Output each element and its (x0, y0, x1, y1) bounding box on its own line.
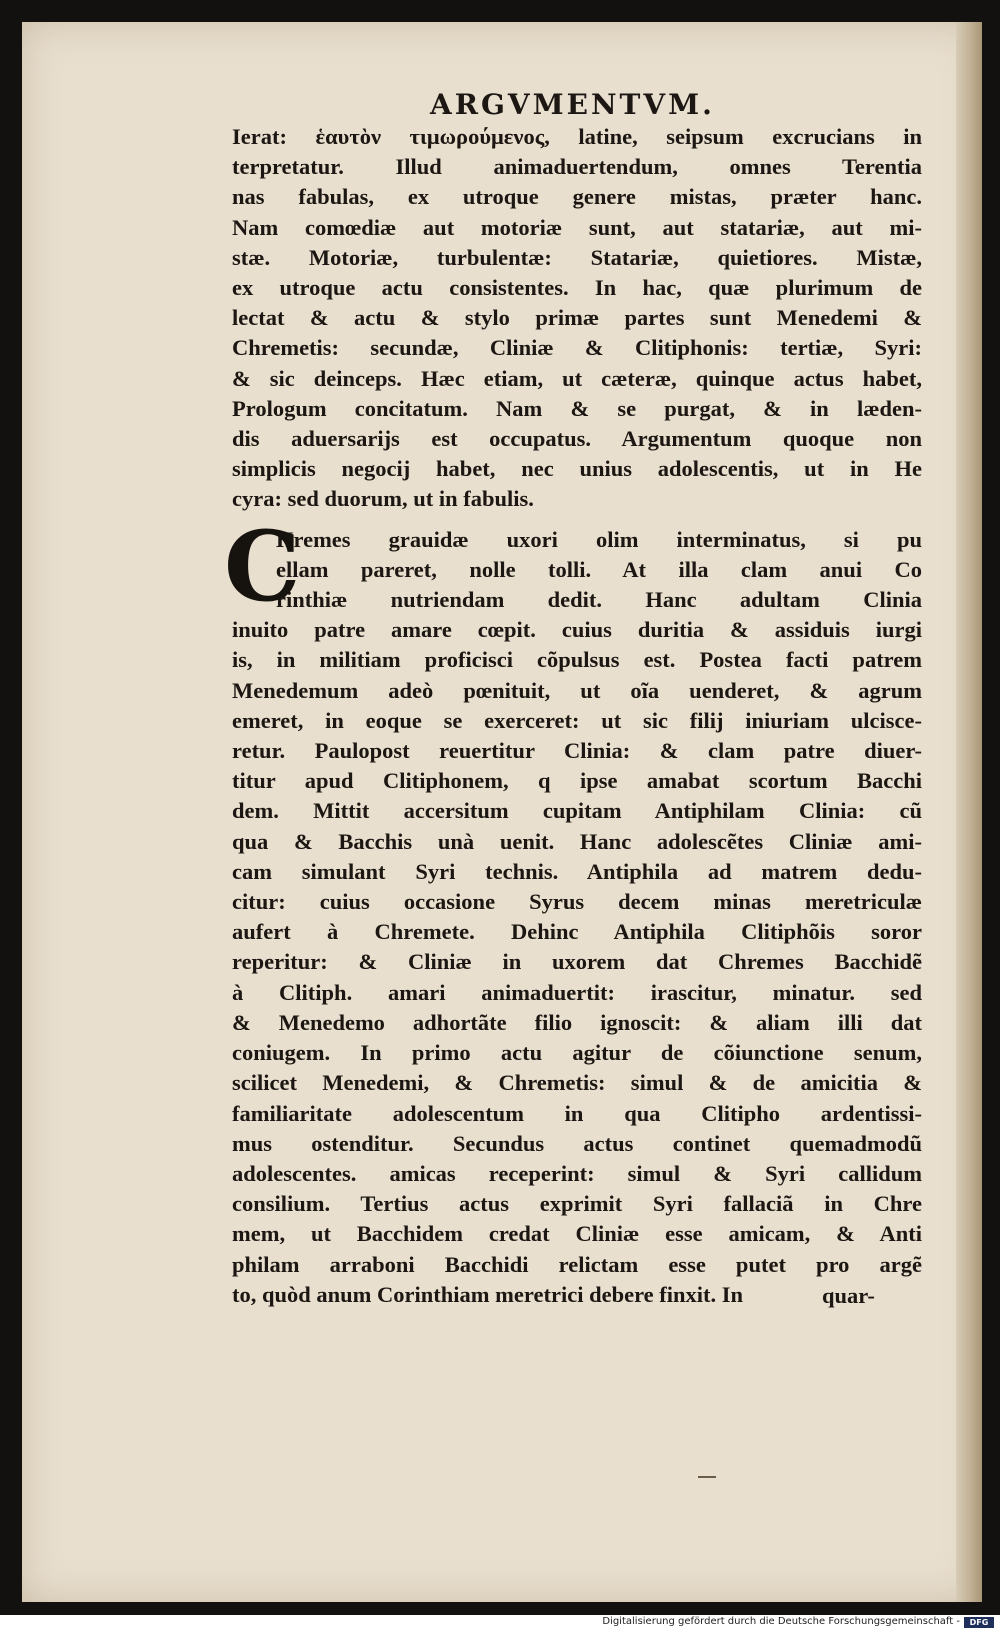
catchword: quar- (822, 1283, 875, 1308)
footer-text: Digitalisierung gefördert durch die Deutsche Forschungsgemeinschaft - (602, 1616, 960, 1627)
text-line: nas fabulas, ex utroque genere mistas, præter hanc. (232, 184, 922, 210)
text-line: emeret, in eoque se exerceret: ut sic filij iniuriam ulcisce- (232, 707, 922, 733)
text-line: philam arraboni Bacchidi relictam esse putet pro argẽ (232, 1251, 922, 1277)
text-line: & Menedemo adhortãte filio ignoscit: & aliam illi dat (232, 1009, 922, 1035)
text-line: is, in militiam proficisci cõpulsus est. Postea facti patrem (232, 647, 922, 673)
text-line: to, quòd anum Corinthiam meretrici debere finxit. In (232, 1281, 744, 1307)
paragraph-intro (232, 122, 922, 515)
text-line: & sic deinceps. Hæc etiam, ut cæteræ, quinque actus habet, (232, 365, 922, 391)
text-line: consilium. Tertius actus exprimit Syri fallaciã in Chre (232, 1191, 922, 1217)
text-line: Nam comœdiæ aut motoriæ sunt, aut statariæ, aut mi- (232, 214, 922, 240)
text-line: lectat & actu & stylo primæ partes sunt Menedemi & (232, 305, 922, 331)
text-line: Ierat: ἑαυτὸν τιμωρούμενος, latine, seipsum excrucians in (232, 124, 922, 149)
dfg-logo-icon: DFG (964, 1617, 994, 1628)
running-head: ARGVMENTVM. (430, 88, 715, 121)
text-line: ellam pareret, nolle tolli. At illa clam anui Co (276, 556, 922, 582)
text-line: familiaritate adolescentum in qua Clitipho ardentissi- (232, 1100, 922, 1126)
text-line: retur. Paulopost reuertitur Clinia: & clam patre diuer- (232, 738, 922, 764)
text-line: rinthiæ nutriendam dedit. Hanc adultam Clinia (276, 587, 922, 613)
text-line: mus ostenditur. Secundus actus continet quemadmodũ (232, 1130, 922, 1156)
text-line: à Clitiph. amari animaduertit: irascitur, minatur. sed (232, 979, 922, 1005)
text-line: terpretatur. Illud animaduertendum, omnes Terentia (232, 154, 922, 180)
page-mark (698, 1476, 716, 1478)
text-line: citur: cuius occasione Syrus decem minas meretriculæ (232, 889, 922, 915)
text-line: titur apud Clitiphonem, q ipse amabat scortum Bacchi (232, 768, 922, 794)
text-line: Hremes grauidæ uxori olim interminatus, si pu (276, 526, 922, 552)
text-line: Chremetis: secundæ, Cliniæ & Clitiphonis: tertiæ, Syri: (232, 335, 922, 361)
paragraph-argument (224, 509, 922, 1310)
text-line: mem, ut Bacchidem credat Cliniæ esse amicam, & Anti (232, 1221, 922, 1247)
text-line: stæ. Motoriæ, turbulentæ: Statariæ, quietiores. Mistæ, (232, 244, 922, 270)
text-line: ex utroque actu consistentes. In hac, quæ plurimum de (232, 275, 922, 301)
text-line: aufert à Chremete. Dehinc Antiphila Clitiphõis soror (232, 919, 922, 945)
page-edge (956, 22, 982, 1602)
text-line: reperitur: & Cliniæ in uxorem dat Chremes Bacchidẽ (232, 949, 922, 975)
text-line: simplicis negocij habet, nec unius adolescentis, ut in He (232, 456, 922, 482)
text-line: adolescentes. amicas receperint: simul & Syri callidum (232, 1160, 922, 1186)
text-line: cam simulant Syri technis. Antiphila ad matrem dedu- (232, 858, 922, 884)
text-line: cyra: sed duorum, ut in fabulis. (232, 486, 534, 512)
text-line: scilicet Menedemi, & Chremetis: simul & de amicitia & (232, 1070, 922, 1096)
text-line: dis aduersarijs est occupatus. Argumentum quoque non (232, 426, 922, 452)
text-block (224, 122, 922, 1310)
text-line: Menedemum adeò pœnituit, ut oĩa uenderet, & agrum (232, 677, 922, 703)
text-line: qua & Bacchis unà uenit. Hanc adolescẽtes Cliniæ ami- (232, 828, 922, 854)
text-line: coniugem. In primo actu agitur de cõiunctione senum, (232, 1040, 922, 1066)
text-line: dem. Mittit accersitum cupitam Antiphilam Clinia: cũ (232, 798, 922, 824)
digitization-footer (0, 1615, 1000, 1631)
text-line: inuito patre amare cœpit. cuius duritia & assiduis iurgi (232, 617, 922, 643)
drop-cap: C (224, 509, 301, 623)
text-line: Prologum concitatum. Nam & se purgat, & in læden- (232, 395, 922, 421)
